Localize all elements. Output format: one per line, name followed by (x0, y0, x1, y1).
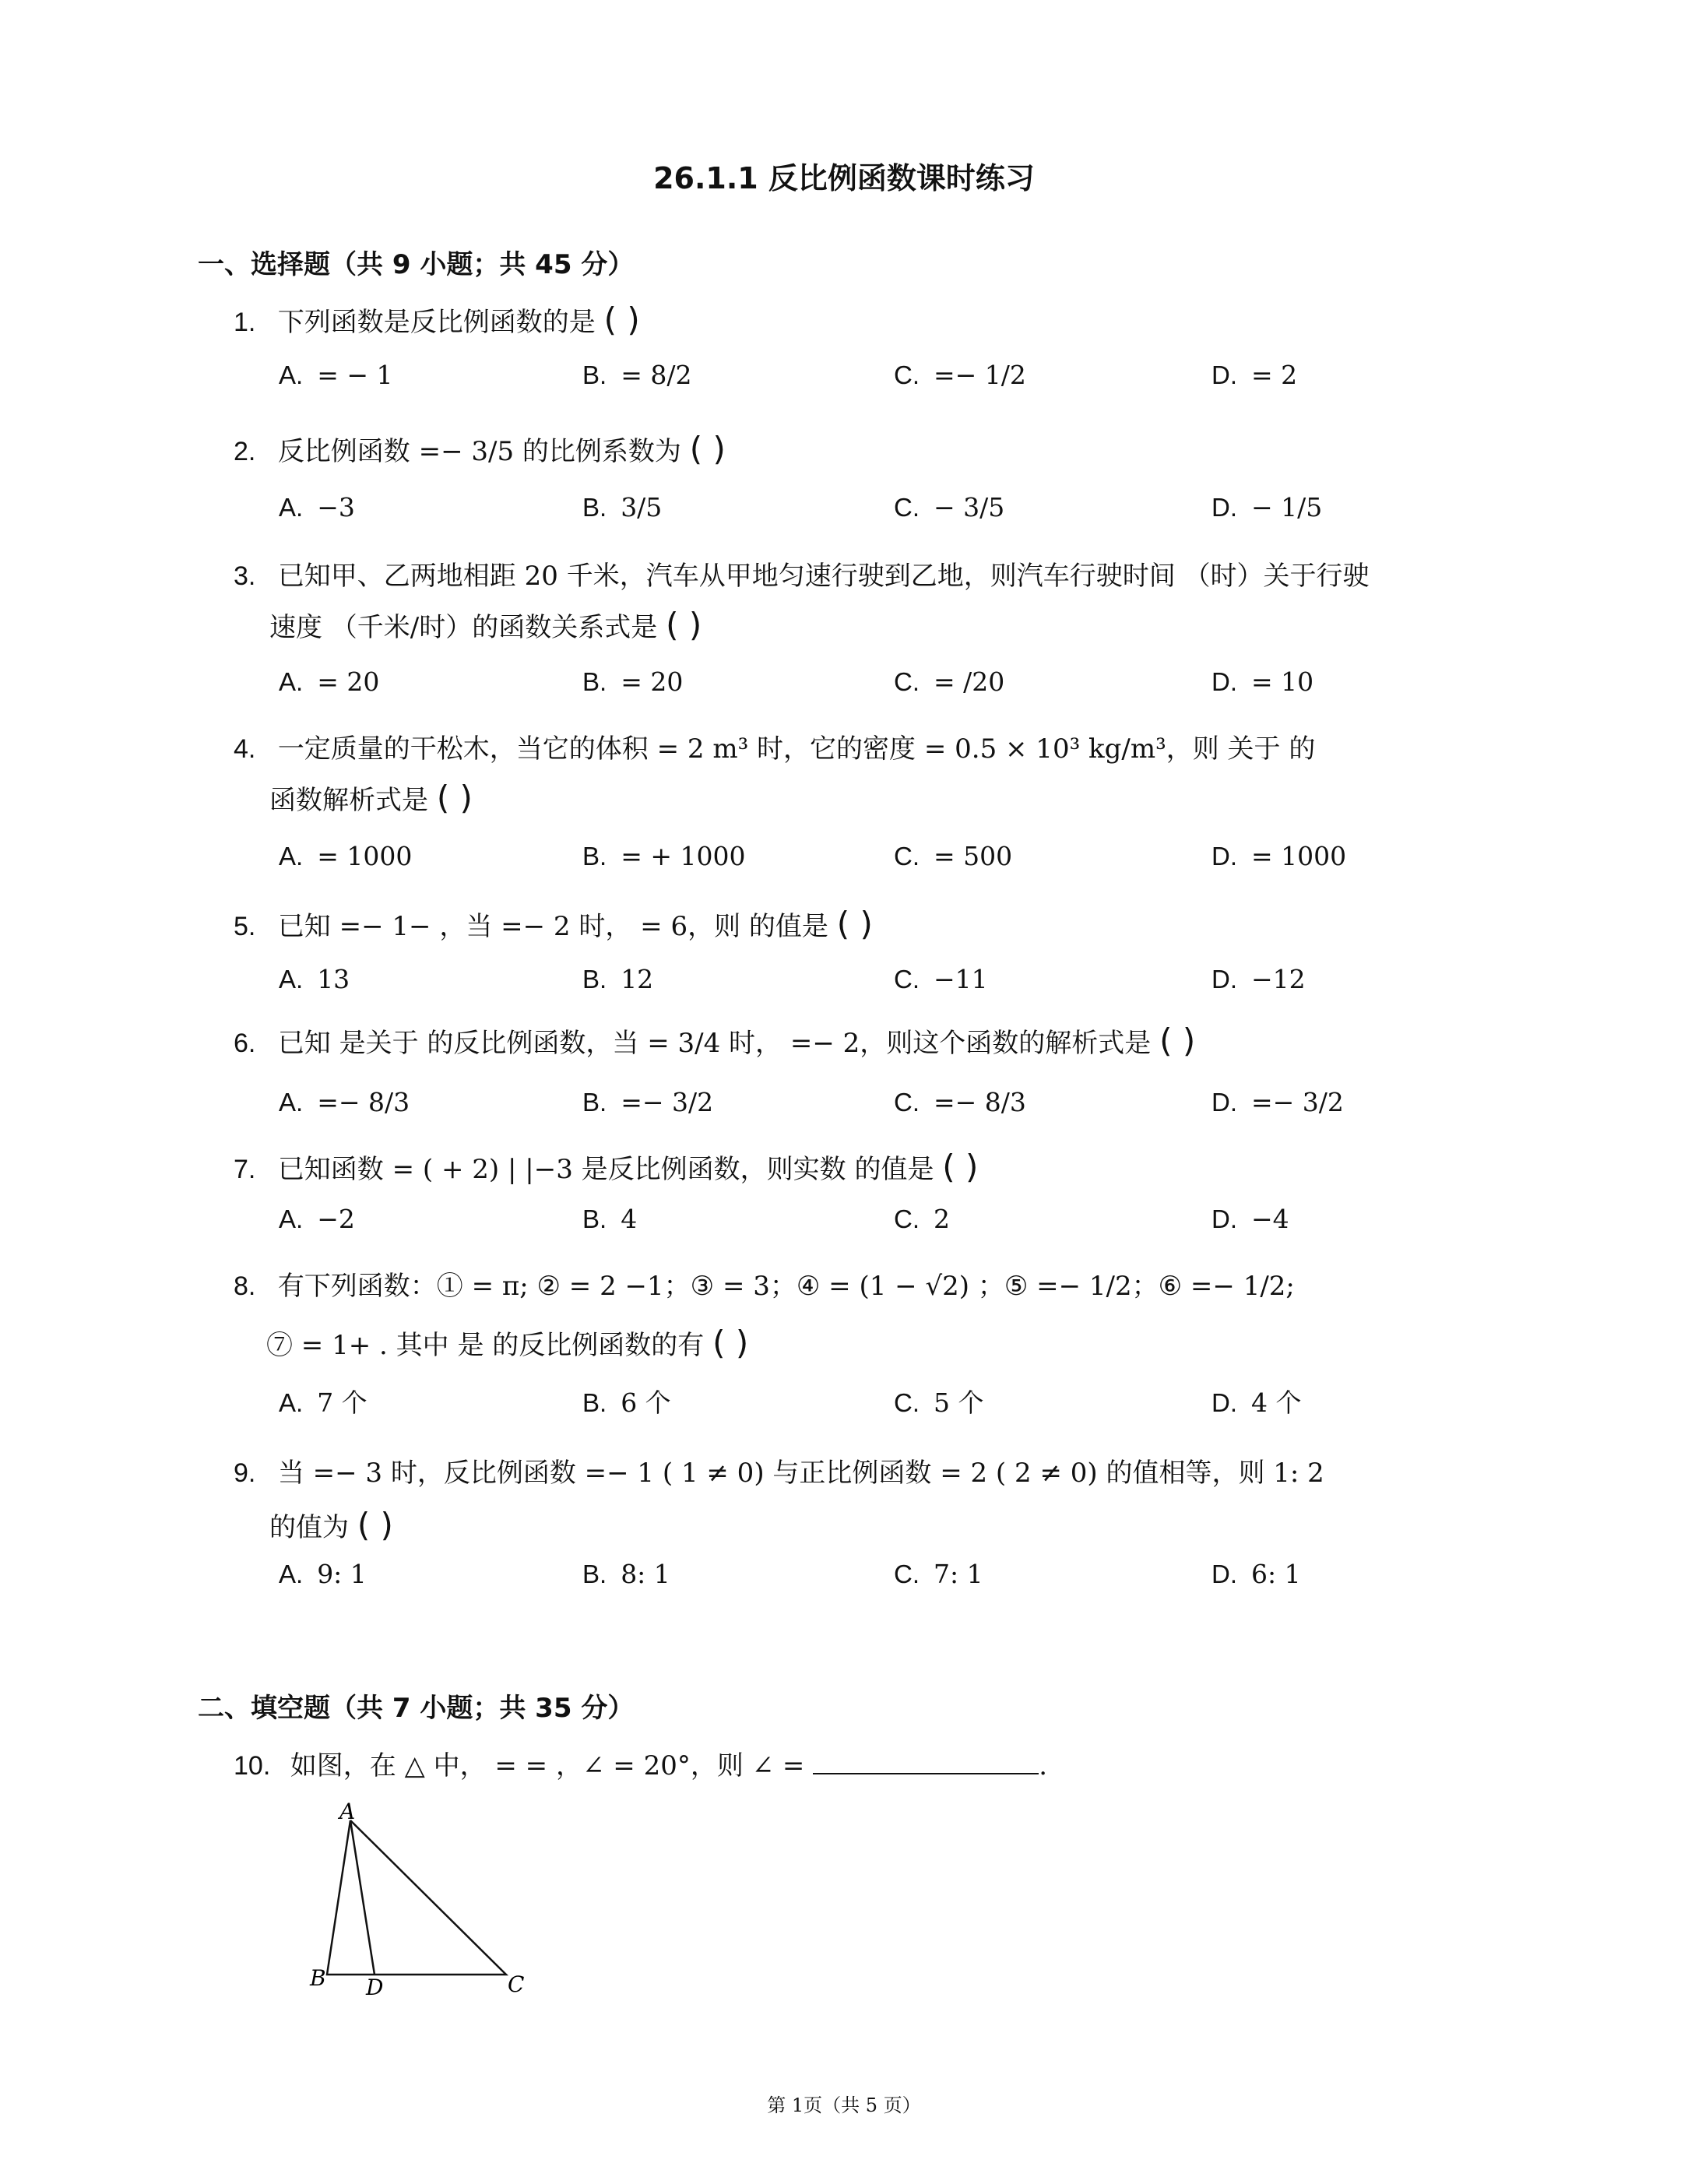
question-10: 10. 如图，在 △ 中， = = ，∠ = 20°，则 ∠ = . (234, 1750, 1048, 1781)
option-a: A. −3 (279, 492, 355, 522)
question-number: 3. (234, 561, 256, 591)
question-3-line2 (269, 606, 702, 644)
answer-parens: ( ) (1159, 1022, 1196, 1060)
question-9 (234, 1451, 1324, 1489)
question-7 (234, 1148, 978, 1186)
answer-parens: ( ) (836, 905, 873, 943)
question-text: 已知函数 = ( + 2) | |−3 是反比例函数，则实数 的值是 (277, 1154, 934, 1185)
answer-parens: ( ) (603, 301, 640, 339)
vertex-label-d: D (366, 1975, 384, 2000)
question-8 (234, 1264, 1295, 1303)
question-text: 速度 （千米/时）的函数关系式是 (269, 612, 658, 643)
question-9-line2 (269, 1506, 393, 1544)
question-text: 如图，在 △ 中， = = ，∠ = 20°，则 ∠ = (290, 1750, 805, 1781)
option-c: C. − 3/5 (894, 492, 1005, 522)
question-number: 6. (234, 1029, 256, 1058)
question-text: 当 =− 3 时，反比例函数 =− 1 ( 1 ≠ 0) 与正比例函数 = 2 ( 2 ≠ 0) 的值相等，则 1: 2 (277, 1458, 1324, 1489)
option-c: C. −11 (894, 964, 988, 994)
option-b: B. = 8/2 (582, 360, 692, 390)
question-text: 已知 =− 1− ，当 =− 2 时， = 6，则 的值是 (277, 911, 828, 942)
option-a: A. 9: 1 (279, 1559, 367, 1589)
option-b: B. = + 1000 (582, 841, 746, 871)
option-c: C. 5 个 (894, 1387, 984, 1418)
option-a: A. = 20 (279, 666, 380, 697)
page-footer: 第 1页（共 5 页） (767, 2094, 921, 2116)
option-a: A. 13 (279, 964, 350, 994)
question-text: 一定质量的干松木，当它的体积 = 2 m³ 时，它的密度 = 0.5 × 10³ kg/m³，则 关于 的 (277, 733, 1316, 765)
question-6 (234, 1022, 1195, 1060)
question-1 (234, 301, 640, 339)
question-text: 已知 是关于 的反比例函数，当 = 3/4 时， =− 2，则这个函数的解析式是 (277, 1028, 1152, 1059)
option-c: C. = /20 (894, 666, 1005, 697)
question-number: 2. (234, 437, 256, 466)
option-d: D. −4 (1211, 1204, 1289, 1234)
segment-ad (350, 1820, 375, 1975)
answer-parens: ( ) (357, 1506, 393, 1544)
section-heading-fill: 二、填空题（共 7 小题；共 35 分） (198, 1693, 635, 1724)
answer-blank[interactable] (813, 1750, 1039, 1774)
option-a: A. = 1000 (279, 841, 413, 871)
option-b: B. 12 (582, 964, 654, 994)
vertex-label-c: C (508, 1971, 525, 1997)
question-8-line2 (266, 1324, 748, 1362)
option-d: D. =− 3/2 (1211, 1087, 1344, 1117)
option-d: D. = 1000 (1211, 841, 1347, 871)
option-d: D. 6: 1 (1211, 1559, 1301, 1589)
question-text: ⑦ = 1+ . 其中 是 的反比例函数的有 (266, 1330, 705, 1361)
question-number: 7. (234, 1155, 256, 1184)
answer-parens: ( ) (666, 606, 702, 644)
question-number: 4. (234, 734, 256, 764)
option-b: B. 6 个 (582, 1387, 671, 1418)
question-text: 下列函数是反比例函数的是 (277, 307, 596, 338)
option-c: C. = 500 (894, 841, 1013, 871)
option-a: A. = − 1 (279, 360, 393, 390)
question-text: 反比例函数 =− 3/5 的比例系数为 (277, 436, 681, 467)
question-5 (234, 905, 873, 943)
option-c: C. =− 8/3 (894, 1087, 1026, 1117)
option-a: A. −2 (279, 1204, 355, 1234)
question-number: 5. (234, 912, 256, 941)
question-text: 已知甲、乙两地相距 20 千米，汽车从甲地匀速行驶到乙地，则汽车行驶时间 （时）关于行驶 (277, 561, 1370, 592)
option-d: D. − 1/5 (1211, 492, 1323, 522)
option-b: B. 8: 1 (582, 1559, 670, 1589)
answer-parens: ( ) (689, 430, 726, 468)
question-number: 10. (234, 1751, 271, 1781)
section-heading-choice: 一、选择题（共 9 小题；共 45 分） (198, 249, 635, 280)
question-number: 1. (234, 308, 256, 337)
option-b: B. 4 (582, 1204, 638, 1234)
option-b: B. = 20 (582, 666, 684, 697)
option-b: B. 3/5 (582, 492, 663, 522)
question-number: 8. (234, 1271, 256, 1301)
question-3 (234, 554, 1370, 593)
triangle-figure (296, 1799, 545, 2001)
question-text: 有下列函数：① = π; ② = 2 −1；③ = 3；④ = (1 − √2) ；⑤ =− 1/2；⑥ =− 1/2; (277, 1271, 1295, 1302)
page-title: 26.1.1 反比例函数课时练习 (653, 161, 1035, 195)
vertex-label-a: A (339, 1799, 356, 1824)
option-a: A. =− 8/3 (279, 1087, 410, 1117)
option-d: D. = 2 (1211, 360, 1298, 390)
option-c: C. 2 (894, 1204, 950, 1234)
option-c: C. 7: 1 (894, 1559, 983, 1589)
question-4-line2 (269, 779, 473, 817)
option-b: B. =− 3/2 (582, 1087, 714, 1117)
answer-parens: ( ) (942, 1148, 979, 1186)
question-2 (234, 430, 726, 468)
answer-parens: ( ) (436, 779, 473, 817)
option-d: D. −12 (1211, 964, 1306, 994)
option-d: D. = 10 (1211, 666, 1314, 697)
question-number: 9. (234, 1458, 256, 1488)
option-a: A. 7 个 (279, 1387, 367, 1418)
vertex-label-b: B (310, 1965, 326, 1991)
answer-parens: ( ) (712, 1324, 749, 1362)
question-text: 函数解析式是 (269, 785, 428, 816)
option-d: D. 4 个 (1211, 1387, 1302, 1418)
question-text: 的值为 (269, 1512, 349, 1543)
option-c: C. =− 1/2 (894, 360, 1026, 390)
question-4 (234, 727, 1315, 765)
